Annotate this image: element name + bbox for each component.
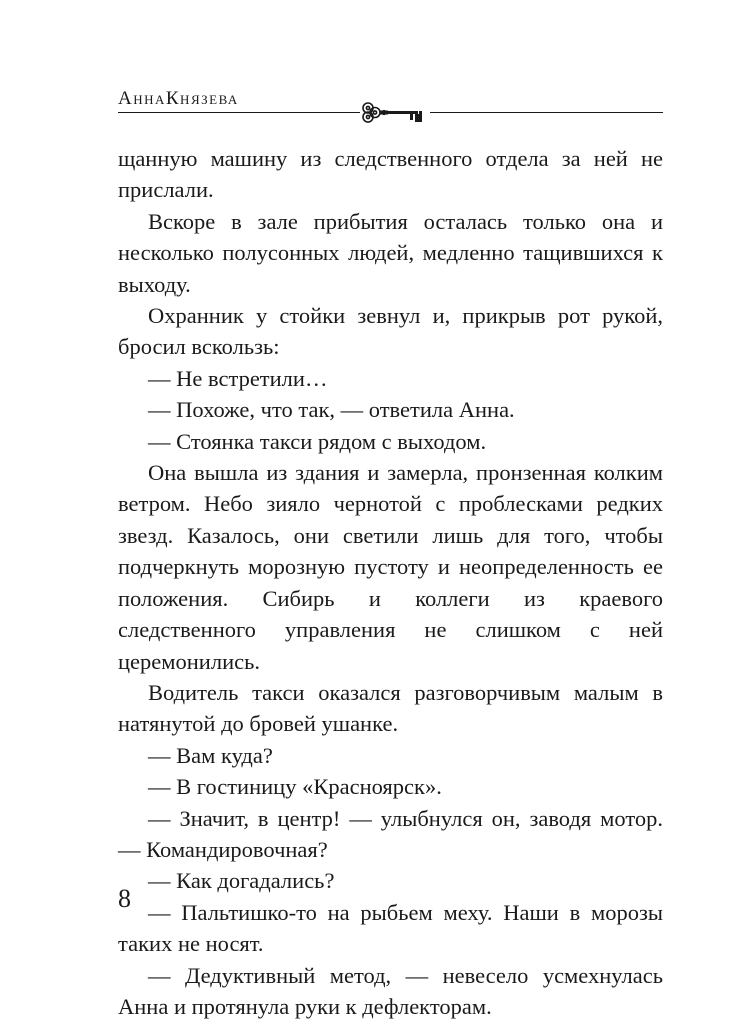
paragraph: — Похоже, что так, — ответила Анна. <box>148 397 515 423</box>
author-name: АннаКнязева <box>118 88 239 109</box>
paragraph: Она вышла из здания и замерла, пронзенная колким ветром. Небо зияло чернотой с проблесками редких звезд. Казалось, они светили лишь для того, чтобы подчеркнуть морозную пустоту и неопределенность ее положения. Сибирь и коллеги из краевого следственного управления не слишком с ней церемонились. <box>118 460 663 674</box>
paragraph: — Стоянка такси рядом с выходом. <box>148 428 487 454</box>
paragraph: — Дедуктивный метод, — невесело усмехнулась Анна и протянула руки к дефлекторам. <box>118 962 663 1019</box>
key-ornament-icon <box>360 99 430 125</box>
running-head <box>118 88 663 128</box>
paragraph: щанную машину из следственного отдела за ней не прислали. <box>118 146 663 203</box>
paragraph: — Пальтишко-то на рыбьем меху. Наши в морозы таких не носят. <box>118 899 663 957</box>
paragraph: — В гостиницу «Красноярск». <box>148 774 442 800</box>
paragraph: — Не встретили… <box>148 365 328 391</box>
paragraph: Вскоре в зале прибытия осталась только она и несколько полусонных людей, медленно тащившихся к выходу. <box>118 208 663 297</box>
page-number: 8 <box>118 884 131 913</box>
paragraph: — Как догадались? <box>148 868 335 894</box>
paragraph: — Вам куда? <box>148 742 273 768</box>
paragraph: Охранник у стойки зевнул и, прикрыв рот рукой, бросил вскользь: <box>118 303 663 360</box>
body-text <box>118 143 663 1022</box>
paragraph: Водитель такси оказался разговорчивым малым в натянутой до бровей ушанке. <box>118 679 663 737</box>
paragraph: — Значит, в центр! — улыбнулся он, заводя мотор. — Командировочная? <box>118 805 663 862</box>
